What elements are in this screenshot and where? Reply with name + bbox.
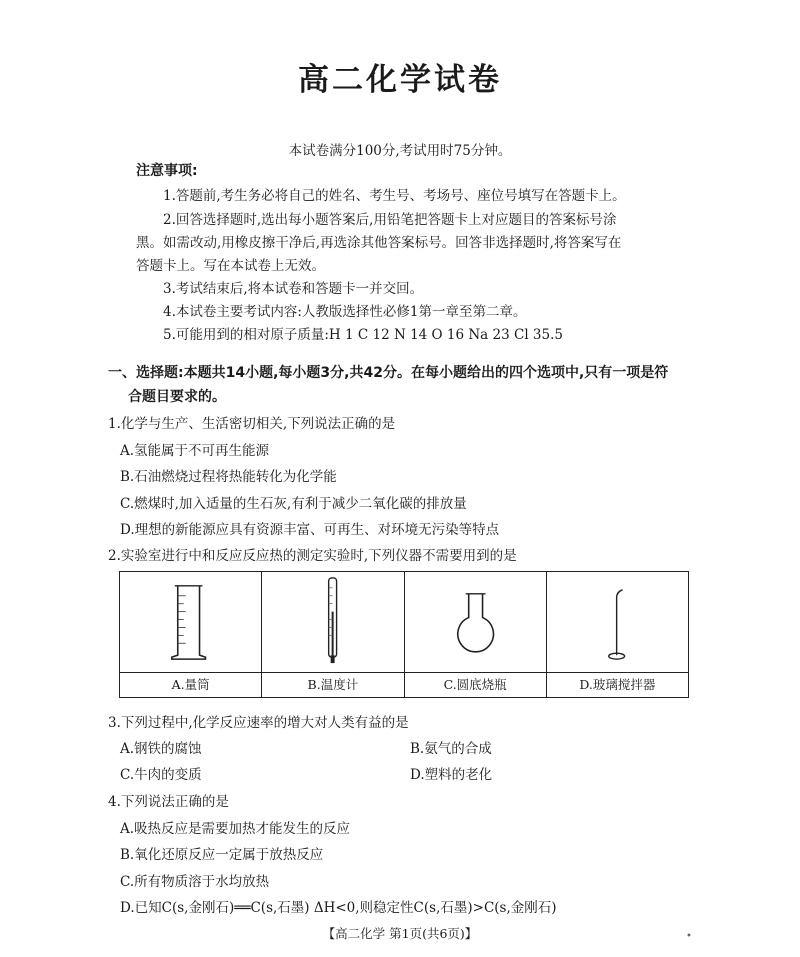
option: B.氧化还原反应一定属于放热反应 [120, 847, 324, 863]
notice-line: 5.可能用到的相对原子质量:H 1 C 12 N 14 O 16 Na 23 Cl 35.5 [163, 327, 563, 343]
notice-line: 4.本试卷主要考试内容:人教版选择性必修1第一章至第二章。 [163, 304, 527, 320]
page-footer: 【高二化学 第1页(共6页)】 [322, 926, 478, 941]
notice-line: 黑。如需改动,用橡皮擦干净后,再选涂其他答案标号。回答非选择题时,将答案写在 [136, 235, 622, 251]
apparatus-label: D.玻璃搅拌器 [547, 672, 688, 697]
question-stem: 4.下列说法正确的是 [108, 794, 229, 810]
option: C.燃煤时,加入适量的生石灰,有利于减少二氧化碳的排放量 [120, 496, 467, 512]
corner-mark: • [686, 931, 692, 942]
notice-line: 2.回答选择题时,选出每小题答案后,用铅笔把答题卡上对应题目的答案标号涂 [163, 212, 617, 228]
notice-heading: 注意事项: [136, 163, 198, 179]
apparatus-cell [547, 572, 688, 697]
apparatus-table [119, 571, 689, 698]
apparatus-cell [120, 572, 262, 697]
option: C.牛肉的变质 [120, 767, 202, 783]
notice-line: 答题卡上。写在本试卷上无效。 [136, 258, 325, 274]
question-stem: 1.化学与生产、生活密切相关,下列说法正确的是 [108, 416, 396, 432]
section-heading: 一、选择题:本题共14小题,每小题3分,共42分。在每小题给出的四个选项中,只有一项是符 [108, 365, 669, 381]
glass-stirrer-icon [547, 572, 688, 673]
option: C.所有物质溶于水均放热 [120, 874, 270, 890]
notice-line: 1.答题前,考生务必将自己的姓名、考生号、考场号、座位号填写在答题卡上。 [163, 188, 626, 204]
option: B.氨气的合成 [410, 741, 492, 757]
apparatus-label: C.圆底烧瓶 [405, 672, 546, 697]
section-heading-cont: 合题目要求的。 [128, 389, 226, 405]
option: A.钢铁的腐蚀 [120, 741, 202, 757]
apparatus-cell [262, 572, 404, 697]
exam-info: 本试卷满分100分,考试用时75分钟。 [288, 143, 512, 159]
option: D.理想的新能源应具有资源丰富、可再生、对环境无污染等特点 [120, 522, 500, 538]
option: B.石油燃烧过程将热能转化为化学能 [120, 469, 337, 485]
apparatus-label: A.量筒 [120, 672, 261, 697]
option: D.已知C(s,金刚石)══C(s,石墨) ΔH<0,则稳定性C(s,石墨)>C(s,金刚石) [120, 900, 557, 916]
apparatus-cell [405, 572, 547, 697]
notice-line: 3.考试结束后,将本试卷和答题卡一并交回。 [163, 281, 424, 297]
round-bottom-flask-icon [405, 572, 546, 673]
graduated-cylinder-icon [120, 572, 261, 673]
option: A.氢能属于不可再生能源 [120, 443, 270, 459]
question-stem: 2.实验室进行中和反应反应热的测定实验时,下列仪器不需要用到的是 [108, 548, 517, 564]
thermometer-icon [262, 572, 403, 673]
apparatus-label: B.温度计 [262, 672, 403, 697]
page-title: 高二化学试卷 [298, 62, 502, 98]
question-stem: 3.下列过程中,化学反应速率的增大对人类有益的是 [108, 715, 409, 731]
option: A.吸热反应是需要加热才能发生的反应 [120, 821, 351, 837]
option: D.塑料的老化 [410, 767, 493, 783]
